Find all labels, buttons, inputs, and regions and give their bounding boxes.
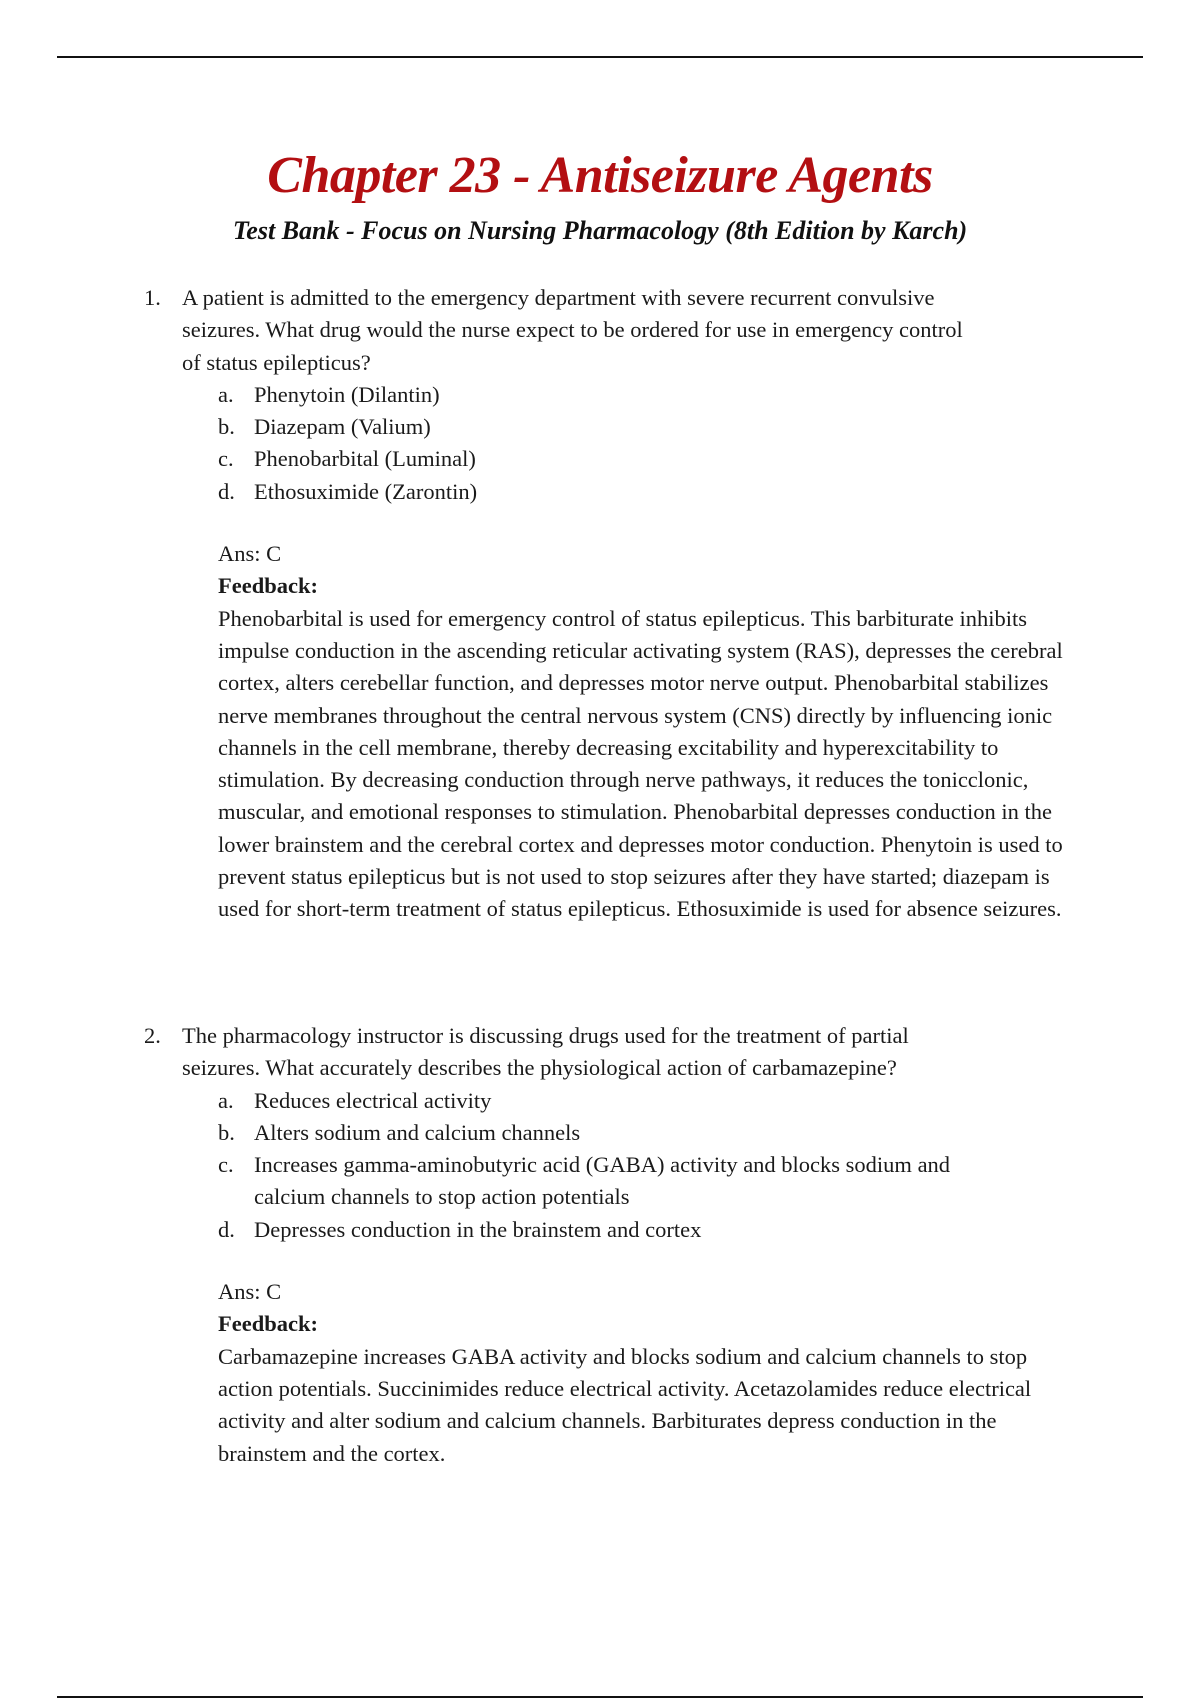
answer-options [218, 1085, 1104, 1246]
option-letter: a. [218, 1087, 234, 1113]
option-c [218, 443, 1104, 475]
option-text: Increases gamma-aminobutyric acid (GABA) activity and blocks sodium and calcium channels to stop action potentials [254, 1152, 951, 1210]
question-text: A patient is admitted to the emergency department with severe recurrent convulsive seizures. What drug would the nurse expect to be ordered for use in emergency control of status epilepticus? [182, 285, 963, 375]
answer-block [218, 538, 1104, 926]
option-letter: c. [218, 446, 234, 472]
answer-options [218, 379, 1104, 508]
option-text: Ethosuximide (Zarontin) [254, 478, 478, 504]
option-letter: d. [218, 478, 235, 504]
option-d [218, 476, 1104, 508]
answer-key: Ans: C [218, 541, 282, 567]
option-d [218, 1214, 1104, 1246]
option-a [218, 1085, 1104, 1117]
option-text: Diazepam (Valium) [254, 414, 431, 440]
page-subtitle: Test Bank - Focus on Nursing Pharmacology (8th Edition by Karch) [232, 216, 968, 245]
question-1 [144, 282, 1104, 926]
page-title: Chapter 23 - Antiseizure Agents [267, 147, 933, 204]
option-text: Phenytoin (Dilantin) [254, 381, 440, 407]
question-stem [144, 282, 1104, 379]
bottom-rule [57, 1696, 1143, 1698]
option-text: Depresses conduction in the brainstem and cortex [254, 1216, 702, 1242]
option-letter: d. [218, 1216, 235, 1242]
option-c [218, 1149, 1104, 1214]
question-number: 2. [144, 1023, 161, 1048]
option-b [218, 411, 1104, 443]
feedback-text: Phenobarbital is used for emergency control of status epilepticus. This barbiturate inhibits impulse conduction in the ascending reticular activating system (RAS), depresses the cerebral cortex, alters cerebellar function, and depresses motor nerve output. Phenobarbital stabilizes nerve membranes throughout the central nervous system (CNS) directly by influencing ionic channels in the cell membrane, thereby decreasing excitability and hyperexcitability to stimulation. By decreasing conduction through nerve pathways, it reduces the tonicclonic, muscular, and emotional responses to stimulation. Phenobarbital depresses conduction in the lower brainstem and the cerebral cortex and depresses motor conduction. Phenytoin is used to prevent status epilepticus but is not used to stop seizures after they have started; diazepam is used for short-term treatment of status epilepticus. Ethosuximide is used for absence seizures. [218, 605, 1063, 922]
option-a [218, 379, 1104, 411]
option-letter: a. [218, 381, 234, 407]
option-letter: b. [218, 414, 235, 440]
question-2 [144, 1020, 1104, 1470]
option-letter: c. [218, 1152, 234, 1178]
option-text: Reduces electrical activity [254, 1087, 492, 1113]
question-number: 1. [144, 285, 161, 310]
feedback-label: Feedback: [218, 1311, 318, 1337]
option-text: Alters sodium and calcium channels [254, 1119, 581, 1145]
question-stem [144, 1020, 1104, 1085]
answer-block [218, 1276, 1104, 1470]
top-rule [57, 56, 1143, 58]
feedback-label: Feedback: [218, 573, 318, 599]
feedback-text: Carbamazepine increases GABA activity and blocks sodium and calcium channels to stop action potentials. Succinimides reduce electrical activity. Acetazolamides reduce electrical activity and alter sodium and calcium channels. Barbiturates depress conduction in the brainstem and the cortex. [218, 1343, 1032, 1466]
answer-key: Ans: C [218, 1279, 282, 1305]
option-text: Phenobarbital (Luminal) [254, 446, 476, 472]
question-text: The pharmacology instructor is discussing drugs used for the treatment of partial seizures. What accurately describes the physiological action of carbamazepine? [182, 1023, 909, 1081]
option-letter: b. [218, 1119, 235, 1145]
option-b [218, 1117, 1104, 1149]
